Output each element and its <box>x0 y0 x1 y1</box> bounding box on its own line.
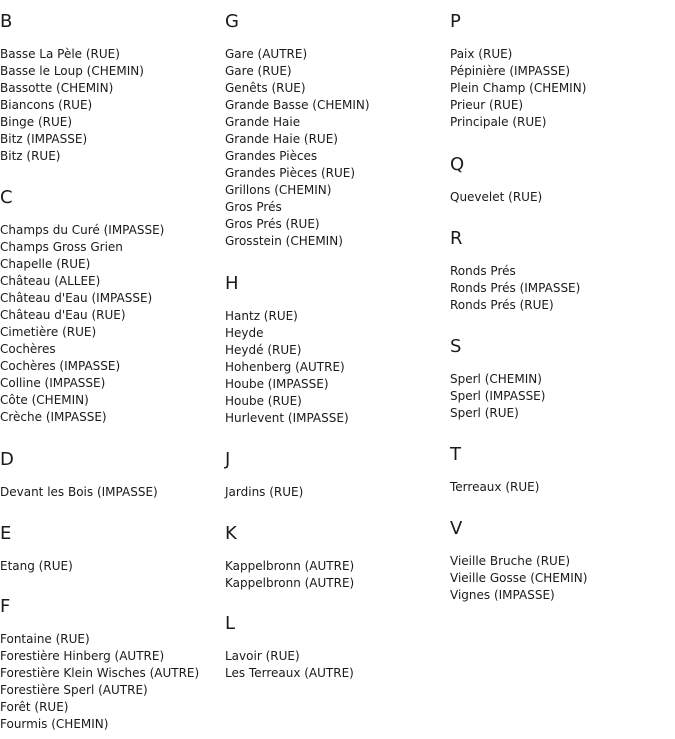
street-list <box>450 371 545 422</box>
street-list <box>225 46 370 250</box>
street-item: Château d'Eau (RUE) <box>0 308 126 322</box>
letter-group <box>0 12 144 165</box>
street-item: Biancons (RUE) <box>0 98 93 112</box>
street-item: Binge (RUE) <box>0 115 73 129</box>
street-item: Château d'Eau (IMPASSE) <box>0 291 153 305</box>
section-letter: H <box>225 273 239 294</box>
letter-group <box>0 188 164 426</box>
street-item: Fourmis (CHEMIN) <box>0 717 109 731</box>
section-letter: F <box>0 596 11 617</box>
section-letter: Q <box>450 154 465 175</box>
street-item: Cochères <box>0 342 56 356</box>
section-letter: J <box>225 449 231 470</box>
street-item: Gare (RUE) <box>225 64 292 78</box>
street-item: Sperl (RUE) <box>450 406 519 420</box>
street-list <box>225 558 354 592</box>
street-item: Grande Haie (RUE) <box>225 132 338 146</box>
street-list <box>450 553 587 604</box>
street-list <box>225 484 303 501</box>
street-item: Genêts (RUE) <box>225 81 306 95</box>
letter-group <box>0 450 158 501</box>
letter-group <box>450 519 587 604</box>
street-item: Prieur (RUE) <box>450 98 524 112</box>
street-item: Forêt (RUE) <box>0 700 69 714</box>
street-list <box>0 631 199 733</box>
street-list <box>225 308 349 427</box>
street-item: Sperl (IMPASSE) <box>450 389 546 403</box>
street-item: Kappelbronn (AUTRE) <box>225 576 355 590</box>
street-item: Vieille Bruche (RUE) <box>450 554 571 568</box>
street-item: Quevelet (RUE) <box>450 190 543 204</box>
street-item: Champs du Curé (IMPASSE) <box>0 223 165 237</box>
street-item: Heyde <box>225 326 264 340</box>
letter-group <box>225 274 349 427</box>
letter-group <box>450 155 542 206</box>
street-item: Grosstein (CHEMIN) <box>225 234 343 248</box>
street-item: Lavoir (RUE) <box>225 649 300 663</box>
section-letter: V <box>450 518 463 539</box>
letter-group <box>225 450 303 501</box>
street-item: Hurlevent (IMPASSE) <box>225 411 349 425</box>
street-list <box>0 558 73 575</box>
letter-group <box>0 597 199 733</box>
street-item: Grande Basse (CHEMIN) <box>225 98 370 112</box>
street-item: Paix (RUE) <box>450 47 513 61</box>
section-letter: G <box>225 11 239 32</box>
section-letter: S <box>450 336 462 357</box>
street-item: Vignes (IMPASSE) <box>450 588 555 602</box>
street-item: Pépinière (IMPASSE) <box>450 64 571 78</box>
street-list <box>0 46 144 165</box>
street-item: Kappelbronn (AUTRE) <box>225 559 355 573</box>
street-item: Terreaux (RUE) <box>450 480 540 494</box>
street-item: Ronds Prés <box>450 264 516 278</box>
street-item: Les Terreaux (AUTRE) <box>225 666 354 680</box>
street-item: Sperl (CHEMIN) <box>450 372 542 386</box>
street-item: Hohenberg (AUTRE) <box>225 360 345 374</box>
street-item: Grande Haie <box>225 115 301 129</box>
street-item: Forestière Sperl (AUTRE) <box>0 683 148 697</box>
street-item: Bitz (RUE) <box>0 149 61 163</box>
street-item: Côte (CHEMIN) <box>0 393 89 407</box>
street-item: Crèche (IMPASSE) <box>0 410 107 424</box>
street-item: Hoube (RUE) <box>225 394 302 408</box>
letter-group <box>225 12 370 250</box>
street-list <box>0 484 158 501</box>
letter-group <box>0 524 73 575</box>
section-letter: K <box>225 523 237 544</box>
street-item: Heydé (RUE) <box>225 343 302 357</box>
street-list <box>450 263 580 314</box>
street-list <box>450 46 586 131</box>
street-item: Plein Champ (CHEMIN) <box>450 81 587 95</box>
section-letter: C <box>0 187 13 208</box>
section-letter: P <box>450 11 461 32</box>
street-item: Fontaine (RUE) <box>0 632 90 646</box>
street-item: Basse La Pèle (RUE) <box>0 47 120 61</box>
street-item: Basse le Loup (CHEMIN) <box>0 64 144 78</box>
street-list <box>450 479 539 496</box>
letter-group <box>450 337 545 422</box>
street-item: Grillons (CHEMIN) <box>225 183 332 197</box>
street-item: Hoube (IMPASSE) <box>225 377 329 391</box>
street-item: Gros Prés <box>225 200 282 214</box>
street-item: Etang (RUE) <box>0 559 73 573</box>
street-item: Ronds Prés (IMPASSE) <box>450 281 581 295</box>
street-item: Gare (AUTRE) <box>225 47 308 61</box>
street-item: Devant les Bois (IMPASSE) <box>0 485 158 499</box>
street-list <box>0 222 164 426</box>
street-item: Cimetière (RUE) <box>0 325 97 339</box>
section-letter: R <box>450 228 463 249</box>
section-letter: E <box>0 523 12 544</box>
street-item: Bassotte (CHEMIN) <box>0 81 114 95</box>
street-item: Gros Prés (RUE) <box>225 217 320 231</box>
street-item: Chapelle (RUE) <box>0 257 91 271</box>
letter-group <box>450 12 586 131</box>
street-item: Hantz (RUE) <box>225 309 298 323</box>
letter-group <box>450 229 580 314</box>
section-letter: D <box>0 449 14 470</box>
section-letter: T <box>450 444 461 465</box>
letter-group <box>225 524 354 592</box>
street-item: Principale (RUE) <box>450 115 547 129</box>
street-item: Forestière Klein Wisches (AUTRE) <box>0 666 200 680</box>
letter-group <box>450 445 539 496</box>
street-item: Cochères (IMPASSE) <box>0 359 121 373</box>
street-item: Grandes Pièces (RUE) <box>225 166 356 180</box>
street-item: Bitz (IMPASSE) <box>0 132 88 146</box>
street-item: Champs Gross Grien <box>0 240 123 254</box>
street-item: Ronds Prés (RUE) <box>450 298 554 312</box>
section-letter: L <box>225 613 236 634</box>
letter-group <box>225 614 354 682</box>
street-item: Jardins (RUE) <box>225 485 304 499</box>
street-item: Forestière Hinberg (AUTRE) <box>0 649 165 663</box>
street-item: Vieille Gosse (CHEMIN) <box>450 571 588 585</box>
section-letter: B <box>0 11 13 32</box>
street-list <box>225 648 354 682</box>
street-item: Grandes Pièces <box>225 149 318 163</box>
street-item: Château (ALLEE) <box>0 274 101 288</box>
street-list <box>450 189 542 206</box>
street-item: Colline (IMPASSE) <box>0 376 106 390</box>
